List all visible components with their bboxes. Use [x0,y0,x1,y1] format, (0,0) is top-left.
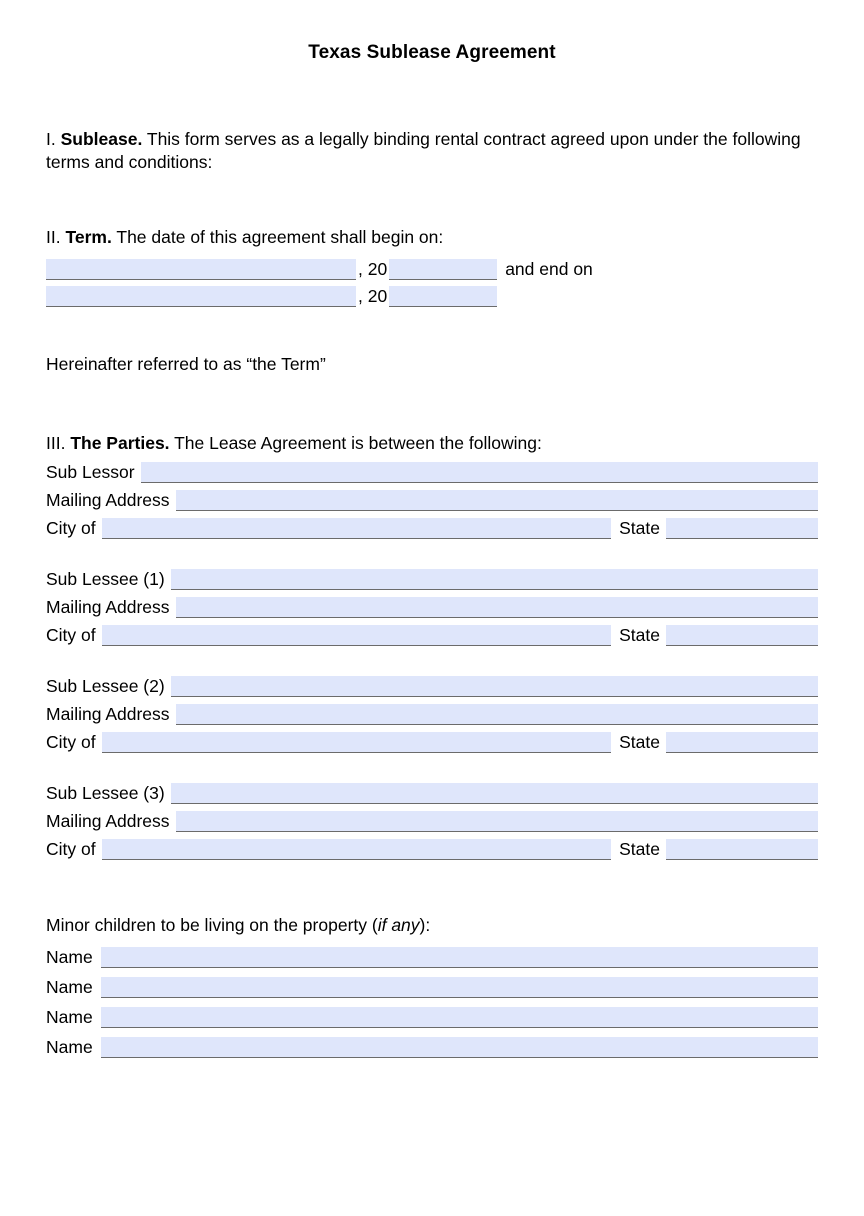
sub-lessee-3-name-input[interactable] [171,783,818,804]
section-parties [46,432,818,455]
sub-lessor-name-label: Sub Lessor [46,462,135,483]
sub-lessee-1-city-state-row [46,625,818,646]
sub-lessee-1-name-row [46,569,818,590]
sub-lessee-1-mailing-row [46,597,818,618]
sub-lessee-1-mailing-label: Mailing Address [46,597,170,618]
section-sublease [46,128,818,174]
section-sublease-heading: Sublease. [60,129,143,149]
sub-lessor-name-input[interactable] [141,462,818,483]
sub-lessee-3-state-label: State [619,839,660,860]
party-block-sub-lessee-3 [46,783,818,860]
sub-lessee-1-state-input[interactable] [666,625,818,646]
party-block-sub-lessee-2 [46,676,818,753]
minor-child-4-input[interactable] [101,1037,818,1058]
term-start-date-row [46,259,818,280]
sub-lessee-3-city-input[interactable] [102,839,612,860]
term-end-year-input[interactable] [389,286,497,307]
minor-child-row-2 [46,977,818,998]
party-block-sub-lessor [46,462,818,539]
minor-child-2-input[interactable] [101,977,818,998]
sub-lessee-1-city-input[interactable] [102,625,612,646]
minor-child-1-input[interactable] [101,947,818,968]
term-and-end-on-label: and end on [505,259,593,280]
minor-child-2-label: Name [46,976,93,997]
sub-lessee-2-name-input[interactable] [171,676,818,697]
section-term-number: II. [46,227,61,248]
sub-lessor-mailing-label: Mailing Address [46,490,170,511]
minor-child-row-4 [46,1037,818,1058]
sub-lessor-city-state-row [46,518,818,539]
minor-children-text-after: ): [419,915,431,936]
sub-lessee-2-city-state-row [46,732,818,753]
term-end-comma-year-label: , 20 [358,286,388,307]
section-term-heading: Term. [65,227,112,248]
section-parties-heading: The Parties. [70,433,170,454]
hereinafter-text: Hereinafter referred to as “the Term” [46,354,326,375]
sub-lessee-1-name-label: Sub Lessee (1) [46,569,165,590]
section-parties-number: III. [46,433,66,454]
section-sublease-text: This form serves as a legally binding rental contract agreed upon under the following terms and conditions: [46,129,801,173]
sub-lessee-2-name-row [46,676,818,697]
section-term [46,226,818,249]
minor-child-row-1 [46,947,818,968]
term-end-date-row [46,286,818,307]
sub-lessee-1-state-label: State [619,625,660,646]
sub-lessor-city-label: City of [46,518,96,539]
sub-lessee-2-city-label: City of [46,732,96,753]
sub-lessee-3-state-input[interactable] [666,839,818,860]
sub-lessee-3-mailing-row [46,811,818,832]
party-block-sub-lessee-1 [46,569,818,646]
minor-children-text-before: Minor children to be living on the property ( [46,915,378,936]
term-start-year-input[interactable] [389,259,497,280]
sub-lessee-3-city-label: City of [46,839,96,860]
sub-lessee-2-mailing-row [46,704,818,725]
sub-lessor-name-row [46,462,818,483]
sub-lessee-2-mailing-label: Mailing Address [46,704,170,725]
sub-lessor-state-input[interactable] [666,518,818,539]
minor-children-heading [46,914,818,937]
page-title: Texas Sublease Agreement [308,42,556,63]
sub-lessee-2-mailing-input[interactable] [176,704,818,725]
sub-lessor-mailing-row [46,490,818,511]
minor-child-4-label: Name [46,1036,93,1057]
sub-lessee-1-city-label: City of [46,625,96,646]
sub-lessee-3-name-row [46,783,818,804]
sub-lessee-3-city-state-row [46,839,818,860]
minor-children-text-italic: if any [377,915,420,936]
section-parties-text: The Lease Agreement is between the following: [169,433,542,454]
sub-lessee-2-state-input[interactable] [666,732,818,753]
section-term-text: The date of this agreement shall begin on: [111,227,444,248]
sub-lessee-2-city-input[interactable] [102,732,612,753]
term-start-date-input[interactable] [46,259,356,280]
minor-child-row-3 [46,1007,818,1028]
sub-lessee-1-name-input[interactable] [171,569,818,590]
term-start-comma-year-label: , 20 [358,259,388,280]
sub-lessor-city-input[interactable] [102,518,612,539]
minor-child-1-label: Name [46,946,93,967]
sub-lessor-state-label: State [619,518,660,539]
sub-lessee-2-state-label: State [619,732,660,753]
minor-children-list [46,947,818,1058]
sub-lessee-1-mailing-input[interactable] [176,597,818,618]
sub-lessee-3-name-label: Sub Lessee (3) [46,783,165,804]
term-end-date-input[interactable] [46,286,356,307]
sub-lessor-mailing-input[interactable] [176,490,818,511]
sub-lessee-3-mailing-input[interactable] [176,811,818,832]
minor-child-3-input[interactable] [101,1007,818,1028]
sub-lessee-2-name-label: Sub Lessee (2) [46,676,165,697]
sub-lessee-3-mailing-label: Mailing Address [46,811,170,832]
section-sublease-number: I. [46,129,56,149]
minor-child-3-label: Name [46,1006,93,1027]
